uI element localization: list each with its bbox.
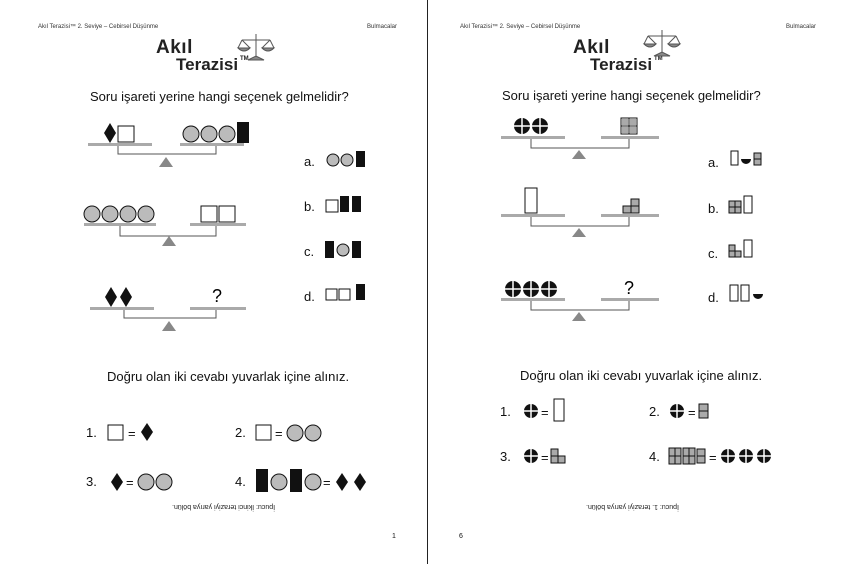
logo-tm: TM [654,56,663,62]
page-number: 1 [392,533,396,540]
option-d-label[interactable]: d. [708,290,719,305]
answer-3-shapes [111,473,172,491]
option-c-label[interactable]: c. [708,246,719,261]
answer-4-shapes [256,469,366,492]
scale-fulcrum [159,157,173,167]
answer-4-label[interactable]: 4. [649,449,660,464]
instruction-text: Doğru olan iki cevabı yuvarlak içine alınız. [107,369,350,384]
option-a-shapes [327,151,365,167]
balance-scale-3 [90,286,246,331]
option-c-shapes [325,241,361,258]
answer-4-shapes [669,448,771,464]
circle-shape [183,126,199,142]
header-title: Akıl Terazisi™ 2. Seviye – Cebirsel Düşünme [38,24,159,30]
balance-scale-2 [501,188,659,237]
option-b-label[interactable]: b. [304,199,315,214]
equals-sign: = [709,450,717,465]
balance-scale-3 [501,278,659,321]
equals-sign: = [541,450,549,465]
option-a-shapes [731,151,761,165]
quartered-circle-shape [532,118,548,134]
option-c-shapes [729,240,752,257]
option-b-label[interactable]: b. [708,201,719,216]
answer-2-label[interactable]: 2. [235,425,246,440]
question-text: Soru işareti yerine hangi seçenek gelmelidir? [90,89,349,104]
circle-shape [219,126,235,142]
upside-down-hint: İpucu: 1. teraziyi yarıya bölün. [586,503,679,510]
black-bar-shape [237,122,249,143]
answer-1-label[interactable]: 1. [86,425,97,440]
logo-line2: Terazisi [176,55,239,74]
square-shape [118,126,134,142]
logo-line1: Akıl [156,37,193,58]
right-page [429,0,855,564]
answer-1-label[interactable]: 1. [500,404,511,419]
option-c-label[interactable]: c. [304,244,315,259]
option-d-label[interactable]: d. [304,289,315,304]
scale-pan-left [88,143,152,146]
scale-logo-icon [644,30,680,56]
instruction-text: Doğru olan iki cevabı yuvarlak içine alınız. [520,368,763,383]
page-number: 6 [459,533,463,540]
answer-2-shapes [256,425,321,441]
scale-logo-icon [238,34,274,60]
question-text: Soru işareti yerine hangi seçenek gelmelidir? [502,88,761,103]
scale-pan-right [180,143,244,146]
logo-tm: TM [240,56,249,62]
equals-sign: = [541,405,549,420]
balance-scale-1 [88,122,249,167]
header-section: Bulmacalar [367,24,398,30]
header-title: Akıl Terazisi™ 2. Seviye – Cebirsel Düşünme [460,24,581,30]
answer-3-label[interactable]: 3. [500,449,511,464]
option-a-label[interactable]: a. [304,154,315,169]
equals-sign: = [126,475,134,490]
logo-line2: Terazisi [590,55,653,74]
answer-4-label[interactable]: 4. [235,474,246,489]
logo-line1: Akıl [573,37,610,58]
equals-sign: = [323,475,331,490]
equals-sign: = [275,426,283,441]
tall-rectangle-shape [525,188,537,213]
header-section: Bulmacalar [786,24,817,30]
equals-sign: = [128,426,136,441]
upside-down-hint: İpucu: İkinci teraziyi yarıya bölün. [172,503,276,510]
answer-2-label[interactable]: 2. [649,404,660,419]
option-d-shapes [326,284,365,300]
unknown-mark: ? [212,286,223,306]
option-d-shapes [730,285,763,301]
balance-scale-1 [501,118,659,159]
option-a-label[interactable]: a. [708,155,719,170]
unknown-mark: ? [624,278,635,298]
equals-sign: = [688,405,696,420]
right-drawings [429,0,855,564]
circle-shape [201,126,217,142]
option-b-shapes [729,196,752,213]
page-divider [427,0,428,564]
quartered-circle-shape [514,118,530,134]
balance-scale-2 [84,206,246,246]
answer-3-label[interactable]: 3. [86,474,97,489]
diamond-shape [104,123,116,143]
option-b-shapes [326,196,361,212]
